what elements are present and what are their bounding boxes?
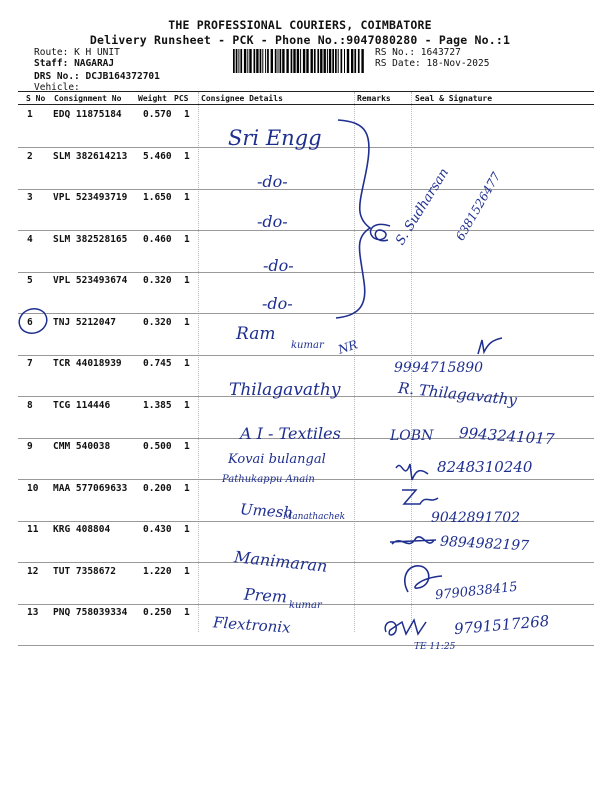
cell-weight: 0.460	[143, 233, 172, 245]
barcode-bar	[361, 49, 363, 73]
barcode-bar	[238, 49, 239, 73]
signature-row13	[380, 612, 430, 642]
handwriting-prem: Prem	[243, 584, 288, 607]
cell-sno: 3	[27, 192, 33, 203]
barcode-bar	[332, 49, 334, 73]
route-label: Route:	[34, 47, 69, 58]
cell-sno: 11	[27, 524, 39, 535]
cell-consignment-no: SLM 382528165	[53, 233, 128, 245]
barcode-bar	[267, 49, 269, 73]
cell-consignment-no: TNJ 5212047	[53, 316, 116, 328]
cell-consignment-no: PNQ 758039334	[53, 607, 128, 618]
cell-consignment-no: TCG 114446	[53, 399, 111, 411]
handwriting-time-13: TE 11:25	[414, 642, 456, 652]
cell-pcs: 1	[184, 192, 190, 203]
handwriting-sudharsan-phone: 6381526477	[453, 169, 504, 243]
header-top-rule	[18, 91, 594, 92]
handwriting-flextronix: Flextronix	[212, 613, 292, 637]
barcode-bar	[286, 49, 288, 73]
runsheet-title: Delivery Runsheet - PCK - Phone No.:9047080280 - Page No.:1	[89, 33, 511, 47]
handwriting-umesh: Umesh	[239, 500, 294, 522]
handwriting-phone-10: 8248310240	[437, 458, 533, 476]
cell-weight: 0.250	[143, 607, 172, 618]
vehicle-label: Vehicle:	[34, 82, 80, 93]
barcode-bar	[329, 49, 331, 73]
barcode-bar	[280, 49, 282, 73]
rs-date-value: 18-Nov-2025	[426, 58, 490, 69]
staff-line	[34, 58, 114, 69]
handwriting-phone-7: 9994715890	[394, 360, 484, 376]
col-header-sno: S No	[26, 94, 46, 103]
cell-weight: 0.500	[143, 441, 172, 452]
header-bottom-rule	[18, 104, 594, 105]
barcode-bar	[324, 49, 326, 73]
signature-row6	[474, 334, 506, 358]
barcode-bar	[247, 49, 248, 73]
handwriting-phone-9: 9943241017	[458, 423, 555, 449]
cell-pcs: 1	[184, 316, 190, 328]
rs-date-label: RS Date:	[375, 58, 421, 69]
cell-pcs: 1	[184, 482, 190, 494]
cell-weight: 0.200	[143, 482, 172, 494]
cell-consignment-no: VPL 523493719	[53, 192, 128, 203]
barcode-bar	[327, 49, 328, 73]
table-row	[18, 148, 594, 190]
cell-sno: 13	[27, 607, 39, 618]
barcode-bar	[317, 49, 319, 73]
handwriting-nr: NR	[336, 337, 360, 357]
signature-row10b	[398, 484, 442, 508]
cell-sno: 2	[27, 150, 33, 162]
route-value: K H UNIT	[74, 47, 120, 58]
handwriting-phone-11b: 9894982197	[439, 533, 530, 555]
cell-sno: 7	[27, 358, 33, 369]
cell-pcs: 1	[184, 233, 190, 245]
barcode-bar	[244, 49, 246, 73]
barcode-bar	[271, 49, 273, 73]
barcode-bar	[265, 49, 266, 73]
handwriting-sudharsan: S. Sudharsan	[393, 165, 453, 248]
sudharsan-sign-mark	[362, 218, 398, 250]
cell-consignment-no: CMM 540038	[53, 441, 111, 452]
handwriting-thilagavathy: Thilagavathy	[229, 380, 341, 400]
barcode-bar	[293, 49, 295, 73]
company-title: THE PROFESSIONAL COURIERS, COIMBATORE	[168, 18, 432, 32]
barcode-bar	[254, 49, 256, 73]
col-header-remarks: Remarks	[357, 94, 391, 103]
barcode-bar	[303, 49, 305, 73]
barcode-bar	[249, 49, 251, 73]
cell-sno: 4	[27, 233, 33, 245]
cell-sno: 6	[27, 316, 33, 328]
drs-label: DRS No.:	[34, 71, 80, 82]
handwriting-ram: Ram	[236, 324, 276, 344]
barcode-bar	[256, 49, 258, 73]
col-header-pcs: PCS	[174, 94, 189, 103]
table-row	[18, 231, 594, 273]
barcode-bar	[260, 49, 262, 73]
col-header-consignee: Consignee Details	[201, 94, 283, 103]
cell-sno: 1	[27, 109, 33, 120]
signature-row10	[392, 454, 432, 484]
cell-sno: 10	[27, 482, 39, 494]
barcode-bar	[291, 49, 293, 73]
cell-weight: 1.650	[143, 192, 172, 203]
barcode-bar	[282, 49, 284, 73]
cell-sno: 9	[27, 441, 33, 452]
cell-weight: 1.385	[143, 399, 172, 411]
handwriting-ditto: -do-	[257, 172, 288, 191]
cell-weight: 5.460	[143, 150, 172, 162]
barcode-bar	[347, 49, 349, 73]
barcode-bar	[341, 49, 343, 73]
cell-consignment-no: SLM 382614213	[53, 150, 128, 162]
circle-mark-row6	[16, 306, 50, 336]
cell-weight: 0.745	[143, 358, 172, 369]
cell-weight: 1.220	[143, 565, 172, 577]
handwriting-manathachek: Manathachek	[283, 512, 346, 522]
rs-date-line	[375, 58, 489, 69]
cell-consignment-no: KRG 408804	[53, 524, 111, 535]
cell-consignment-no: VPL 523493674	[53, 275, 128, 286]
cell-pcs: 1	[184, 399, 190, 411]
barcode-bar	[344, 49, 345, 73]
cell-pcs: 1	[184, 275, 190, 286]
cell-weight: 0.320	[143, 316, 172, 328]
handwriting-thilagavathy-sign: R. Thilagavathy	[397, 378, 518, 410]
handwriting-phone-11a: 9042891702	[431, 510, 521, 526]
cell-pcs: 1	[184, 565, 190, 577]
handwriting-ai-textiles-sign: LOBN	[390, 428, 434, 444]
cell-weight: 0.570	[143, 109, 172, 120]
cell-pcs: 1	[184, 524, 190, 535]
handwriting-sri-engg: Sri Engg	[228, 126, 322, 150]
barcode-bar	[233, 49, 235, 73]
staff-value: NAGARAJ	[74, 58, 115, 69]
table-row	[18, 189, 594, 231]
cell-consignment-no: TCR 44018939	[53, 358, 122, 369]
cell-pcs: 1	[184, 109, 190, 120]
handwriting-prem-kumar: kumar	[289, 600, 322, 611]
cell-pcs: 1	[184, 358, 190, 369]
handwriting-ditto: -do-	[263, 256, 294, 275]
handwriting-phone-13: 9791517268	[453, 611, 551, 639]
rs-no-label: RS No.:	[375, 47, 416, 58]
table-row	[18, 272, 594, 314]
cell-sno: 5	[27, 275, 33, 286]
handwriting-manimaran: Manimaran	[233, 547, 329, 576]
cell-consignment-no: EDQ 11875184	[53, 109, 122, 120]
handwriting-ditto: -do-	[257, 212, 288, 231]
drs-value: DCJB164372701	[85, 71, 160, 82]
col-header-seal: Seal & Signature	[415, 94, 493, 103]
cell-sno: 8	[27, 399, 33, 411]
cell-consignment-no: TUT 7358672	[53, 565, 116, 577]
cell-pcs: 1	[184, 150, 190, 162]
barcode-image	[232, 49, 366, 73]
rs-no-value: 1643727	[420, 47, 461, 58]
barcode-bar	[320, 49, 322, 73]
barcode-bar	[300, 49, 301, 73]
barcode-bar	[351, 49, 353, 73]
handwriting-pathukappu: Pathukappu Anain	[222, 474, 315, 485]
cell-weight: 0.320	[143, 275, 172, 286]
barcode-bar	[335, 49, 337, 73]
cell-consignment-no: MAA 577069633	[53, 482, 128, 494]
handwriting-ditto: -do-	[262, 294, 293, 313]
cell-pcs: 1	[184, 441, 190, 452]
col-header-weight: Weight	[138, 94, 167, 103]
barcode-bar	[262, 49, 263, 73]
cell-sno: 12	[27, 565, 39, 577]
col-header-consignment: Consignment No	[54, 94, 122, 103]
barcode-bar	[297, 49, 299, 73]
barcode-bar	[358, 49, 360, 73]
barcode-bar	[275, 49, 277, 73]
rs-no-line	[375, 47, 461, 58]
barcode-bar	[311, 49, 313, 73]
barcode-bar	[314, 49, 316, 73]
staff-label: Staff:	[34, 58, 69, 69]
handwriting-kumar: kumar	[291, 340, 324, 351]
barcode-bar	[236, 49, 238, 73]
route-line	[34, 47, 120, 58]
handwriting-ai-textiles: A I - Textiles	[240, 424, 341, 443]
drs-line	[34, 71, 160, 82]
barcode-bar	[240, 49, 242, 73]
barcode-bar	[278, 49, 279, 73]
barcode-bar	[354, 49, 356, 73]
signature-row11	[388, 530, 438, 554]
barcode-bar	[306, 49, 308, 73]
barcode-bar	[338, 49, 339, 73]
cell-pcs: 1	[184, 607, 190, 618]
cell-weight: 0.430	[143, 524, 172, 535]
handwriting-phone-12: 9790838415	[434, 579, 519, 604]
handwriting-kovai: Kovai bulangal	[228, 452, 326, 467]
bracket-ink-mark	[330, 112, 390, 322]
